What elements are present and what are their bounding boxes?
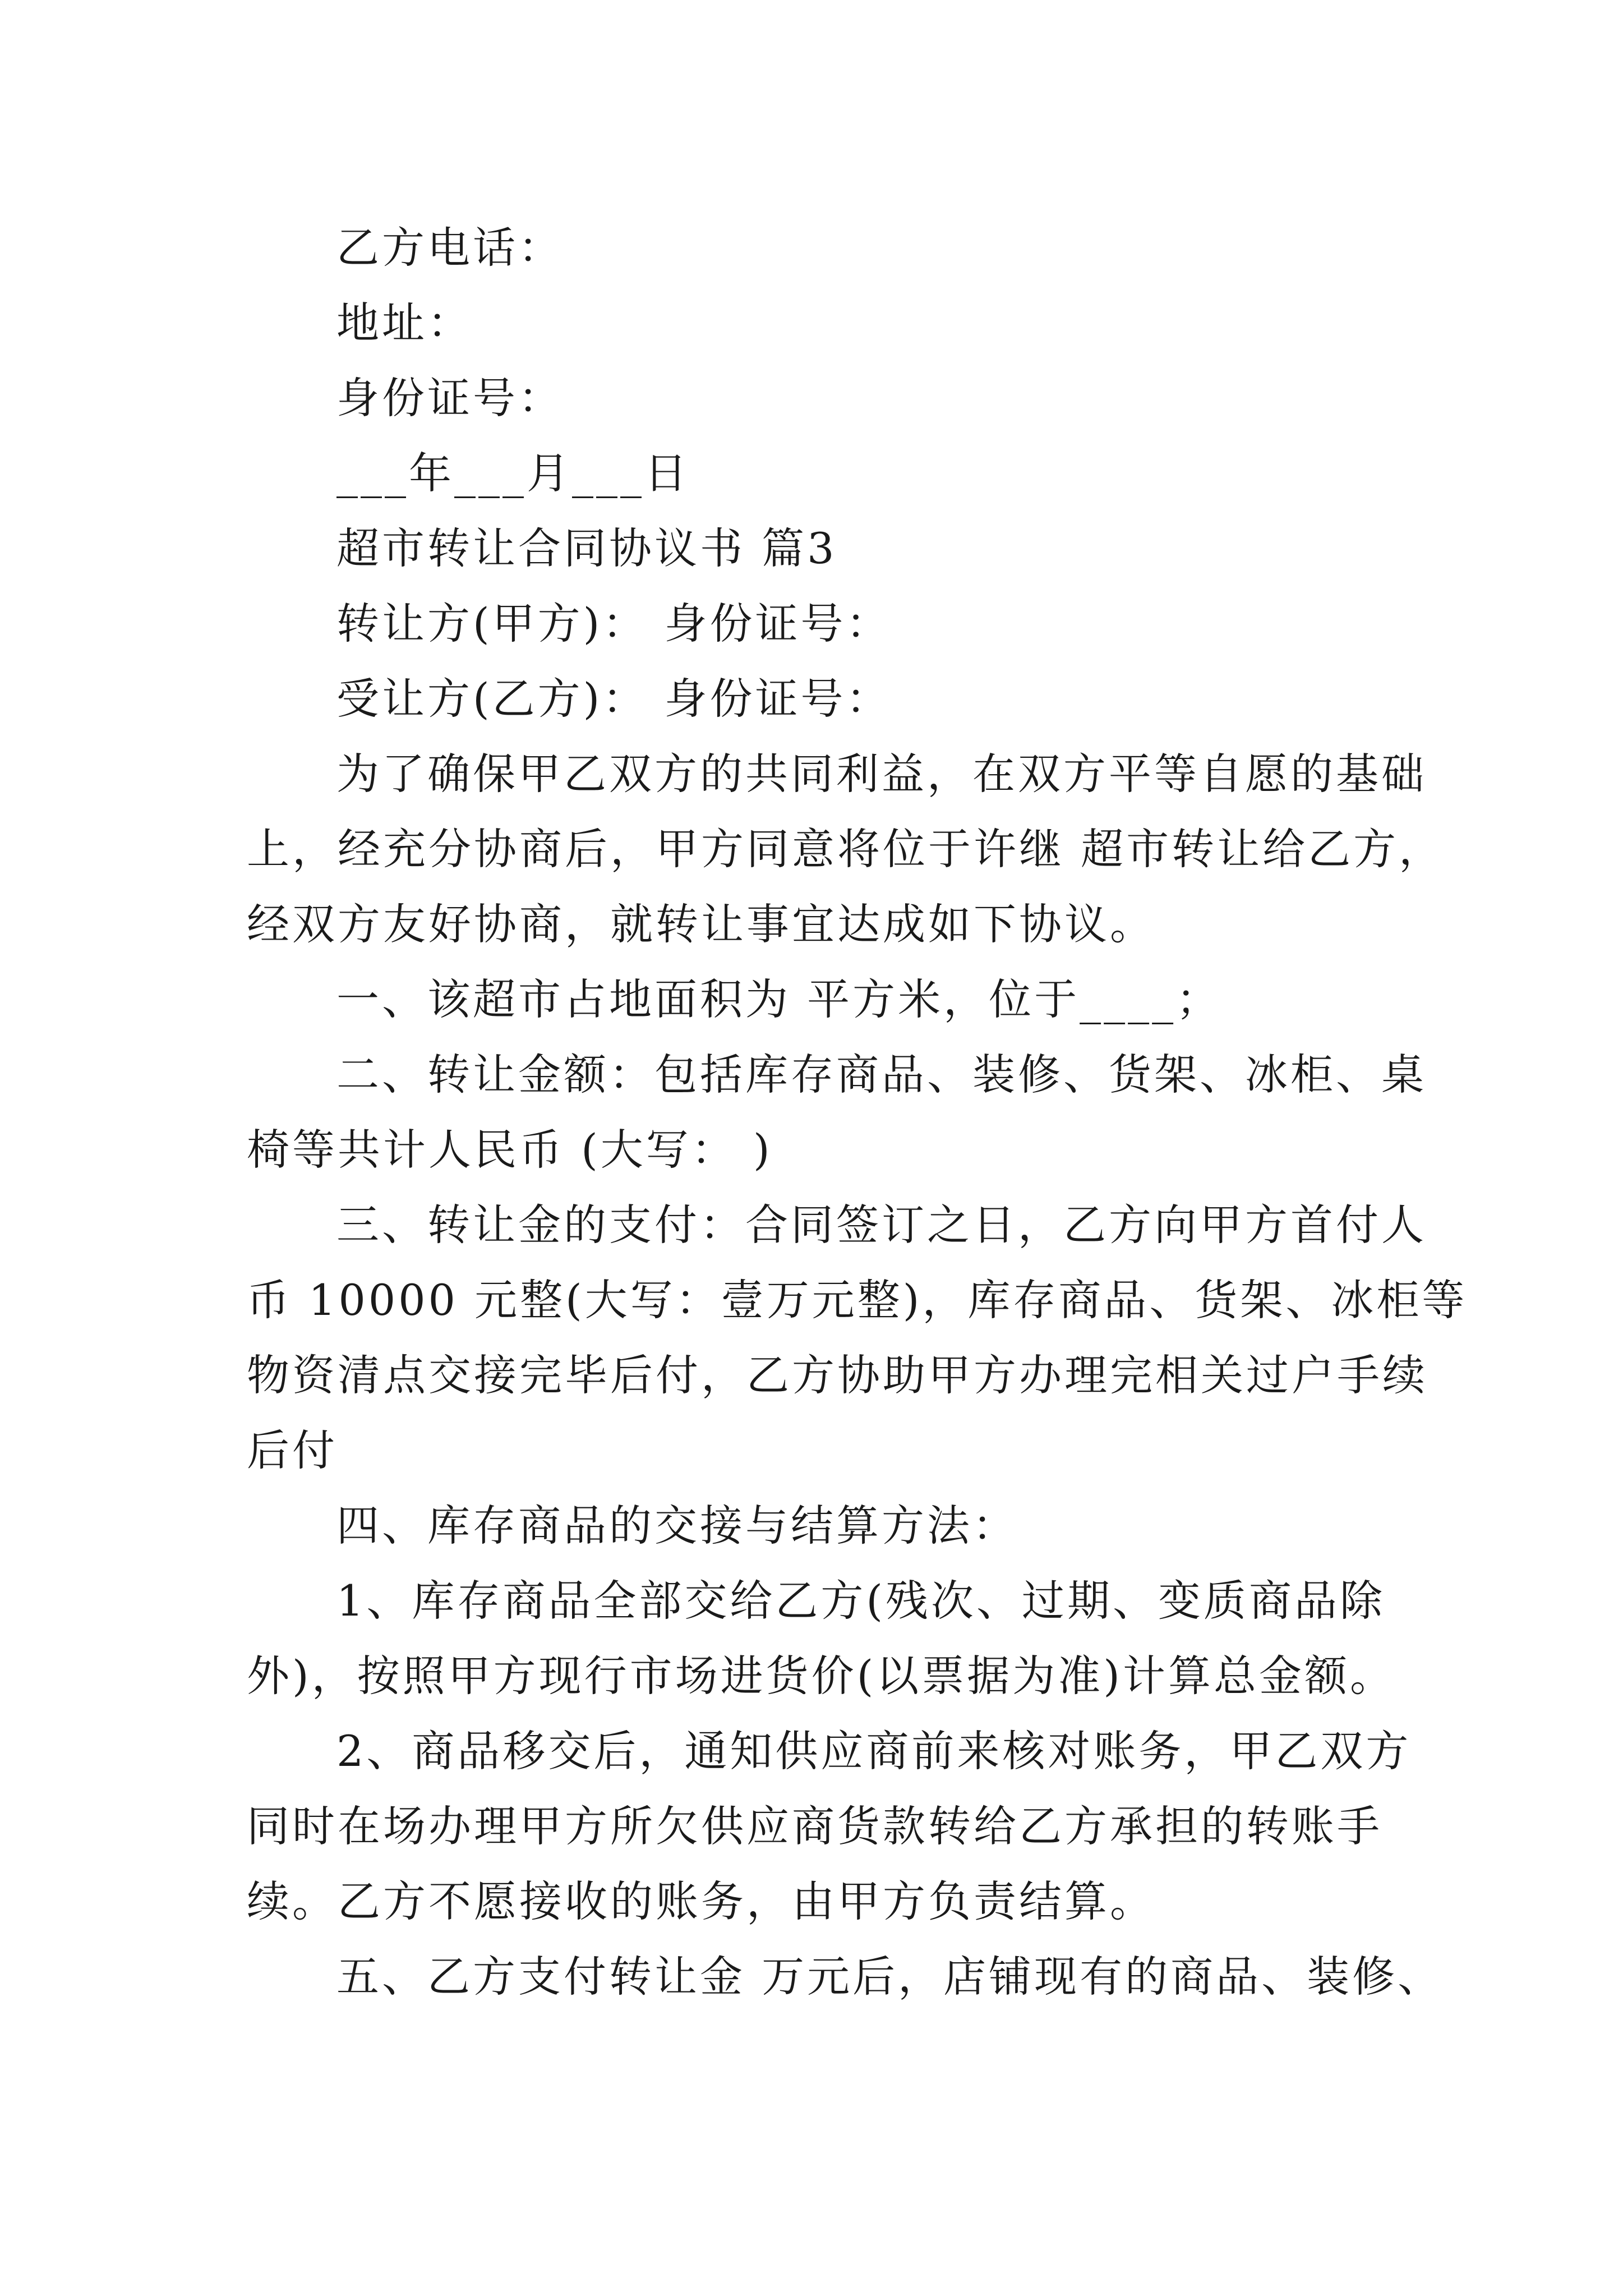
address: 地址： (336, 298, 473, 348)
clause-four-item-2-continued: 同时在场办理甲方所欠供应商货款转给乙方承担的转账手 (247, 1801, 1382, 1851)
section-title: 超市转让合同协议书 篇3 (336, 523, 837, 573)
transferor-line: 转让方(甲方)： 身份证号： (336, 599, 892, 648)
clause-four-item-2: 2、商品移交后，通知供应商前来核对账务，甲乙双方 (336, 1726, 1412, 1776)
party-b-phone: 乙方电话： (336, 223, 564, 273)
clause-two: 二、转让金额：包括库存商品、装修、货架、冰柜、桌 (336, 1050, 1427, 1099)
clause-three: 三、转让金的支付：合同签订之日，乙方向甲方首付人 (336, 1200, 1427, 1250)
id-number: 身份证号： (336, 373, 564, 423)
clause-one: 一、该超市占地面积为 平方米，位于____； (336, 974, 1222, 1024)
clause-three-continued: 后付 (247, 1425, 338, 1475)
clause-three-continued: 物资清点交接完毕后付，乙方协助甲方办理完相关过户手续 (247, 1350, 1428, 1400)
date-line: ___年___月___日 (336, 448, 690, 498)
clause-five: 五、乙方支付转让金 万元后，店铺现有的商品、装修、 (336, 1952, 1444, 2001)
paragraph-line: 上，经充分协商后，甲方同意将位于许继 超市转让给乙方， (247, 824, 1445, 874)
transferee-line: 受让方(乙方)： 身份证号： (336, 674, 892, 724)
clause-two-continued: 椅等共计人民币 (大写： ) (247, 1125, 773, 1175)
paragraph-line: 经双方友好协商，就转让事宜达成如下协议。 (247, 899, 1155, 949)
clause-four-item-2-continued: 续。乙方不愿接收的账务，由甲方负责结算。 (247, 1876, 1155, 1926)
paragraph-line: 为了确保甲乙双方的共同利益，在双方平等自愿的基础 (336, 749, 1427, 799)
clause-four-item-1: 1、库存商品全部交给乙方(残次、过期、变质商品除 (336, 1576, 1386, 1626)
clause-four: 四、库存商品的交接与结算方法： (336, 1501, 1018, 1550)
clause-three-continued: 币 10000 元整(大写：壹万元整)，库存商品、货架、冰柜等 (247, 1275, 1468, 1325)
clause-four-item-1-continued: 外)，按照甲方现行市场进货价(以票据为准)计算总金额。 (247, 1651, 1395, 1701)
